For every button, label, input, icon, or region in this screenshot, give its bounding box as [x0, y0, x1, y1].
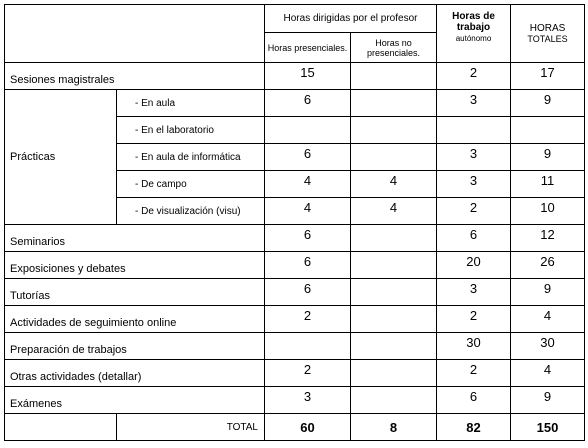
total-spacer [5, 414, 117, 441]
header-totales-sub: TOTALES [527, 33, 568, 44]
header-group-label: Horas dirigidas por el profesor [265, 5, 437, 33]
table-row [5, 387, 585, 414]
cell-no-presenciales [351, 279, 437, 306]
header-totales-title: HORAS [529, 22, 566, 34]
header-empty-cell [5, 5, 265, 63]
cell-presenciales: 4 [265, 171, 351, 198]
cell-totales: 9 [511, 90, 585, 117]
cell-presenciales: 2 [265, 306, 351, 333]
cell-no-presenciales: 4 [351, 198, 437, 225]
table-row [5, 252, 585, 279]
cell-autonomo: 30 [437, 333, 511, 360]
cell-no-presenciales [351, 225, 437, 252]
cell-no-presenciales [351, 306, 437, 333]
cell-autonomo: 6 [437, 387, 511, 414]
cell-totales: 11 [511, 171, 585, 198]
cell-autonomo: 6 [437, 225, 511, 252]
row-sublabel: - En aula de informática [117, 144, 265, 171]
header-totales [511, 5, 585, 63]
cell-presenciales: 6 [265, 144, 351, 171]
table-row [5, 279, 585, 306]
row-sublabel: - En el laboratorio [117, 117, 265, 144]
cell-totales: 30 [511, 333, 585, 360]
cell-presenciales: 2 [265, 360, 351, 387]
cell-no-presenciales [351, 360, 437, 387]
cell-no-presenciales [351, 63, 437, 90]
cell-no-presenciales [351, 144, 437, 171]
cell-autonomo: 2 [437, 306, 511, 333]
header-autonomo [437, 5, 511, 63]
table-row [5, 333, 585, 360]
header-autonomo-title: Horas de trabajo [452, 11, 495, 33]
cell-presenciales: 4 [265, 198, 351, 225]
row-label: Preparación de trabajos [5, 333, 265, 360]
row-label: Exámenes [5, 387, 265, 414]
cell-no-presenciales [351, 117, 437, 144]
cell-autonomo: 2 [437, 360, 511, 387]
cell-totales: 17 [511, 63, 585, 90]
row-label: Seminarios [5, 225, 265, 252]
cell-no-presenciales [351, 252, 437, 279]
cell-autonomo: 3 [437, 279, 511, 306]
cell-presenciales: 6 [265, 225, 351, 252]
header-no-presenciales: Horas no presenciales. [351, 33, 437, 63]
total-autonomo: 82 [437, 414, 511, 441]
total-label: TOTAL [117, 414, 265, 441]
cell-autonomo: 2 [437, 63, 511, 90]
cell-presenciales: 6 [265, 252, 351, 279]
cell-presenciales [265, 117, 351, 144]
cell-totales: 12 [511, 225, 585, 252]
cell-autonomo [437, 117, 511, 144]
cell-autonomo: 3 [437, 171, 511, 198]
cell-presenciales: 6 [265, 279, 351, 306]
total-totales: 150 [511, 414, 585, 441]
hours-table-container [4, 4, 585, 441]
cell-totales: 9 [511, 387, 585, 414]
total-row [5, 414, 585, 441]
cell-presenciales: 3 [265, 387, 351, 414]
cell-totales: 4 [511, 306, 585, 333]
row-sublabel: - En aula [117, 90, 265, 117]
cell-totales: 9 [511, 279, 585, 306]
cell-autonomo: 3 [437, 90, 511, 117]
cell-autonomo: 2 [437, 198, 511, 225]
cell-totales [511, 117, 585, 144]
cell-totales: 10 [511, 198, 585, 225]
header-autonomo-sub: autónomo [455, 34, 492, 43]
cell-no-presenciales [351, 333, 437, 360]
row-label: Otras actividades (detallar) [5, 360, 265, 387]
row-label: Actividades de seguimiento online [5, 306, 265, 333]
cell-totales: 26 [511, 252, 585, 279]
cell-autonomo: 3 [437, 144, 511, 171]
row-label: Sesiones magistrales [5, 63, 265, 90]
row-label: Tutorías [5, 279, 265, 306]
row-sublabel: - De visualización (visu) [117, 198, 265, 225]
cell-no-presenciales: 4 [351, 171, 437, 198]
cell-no-presenciales [351, 90, 437, 117]
cell-presenciales: 15 [265, 63, 351, 90]
table-row [5, 90, 585, 117]
header-presenciales: Horas presenciales. [265, 33, 351, 63]
cell-presenciales [265, 333, 351, 360]
row-sublabel: - De campo [117, 171, 265, 198]
total-presenciales: 60 [265, 414, 351, 441]
cell-autonomo: 20 [437, 252, 511, 279]
table-row [5, 360, 585, 387]
cell-no-presenciales [351, 387, 437, 414]
hours-table [4, 4, 585, 441]
cell-totales: 9 [511, 144, 585, 171]
header-row-1 [5, 5, 585, 33]
total-no-presenciales: 8 [351, 414, 437, 441]
row-label: Exposiciones y debates [5, 252, 265, 279]
table-row [5, 306, 585, 333]
cell-totales: 4 [511, 360, 585, 387]
table-row [5, 225, 585, 252]
practicas-label: Prácticas [5, 90, 117, 225]
table-row [5, 63, 585, 90]
cell-presenciales: 6 [265, 90, 351, 117]
